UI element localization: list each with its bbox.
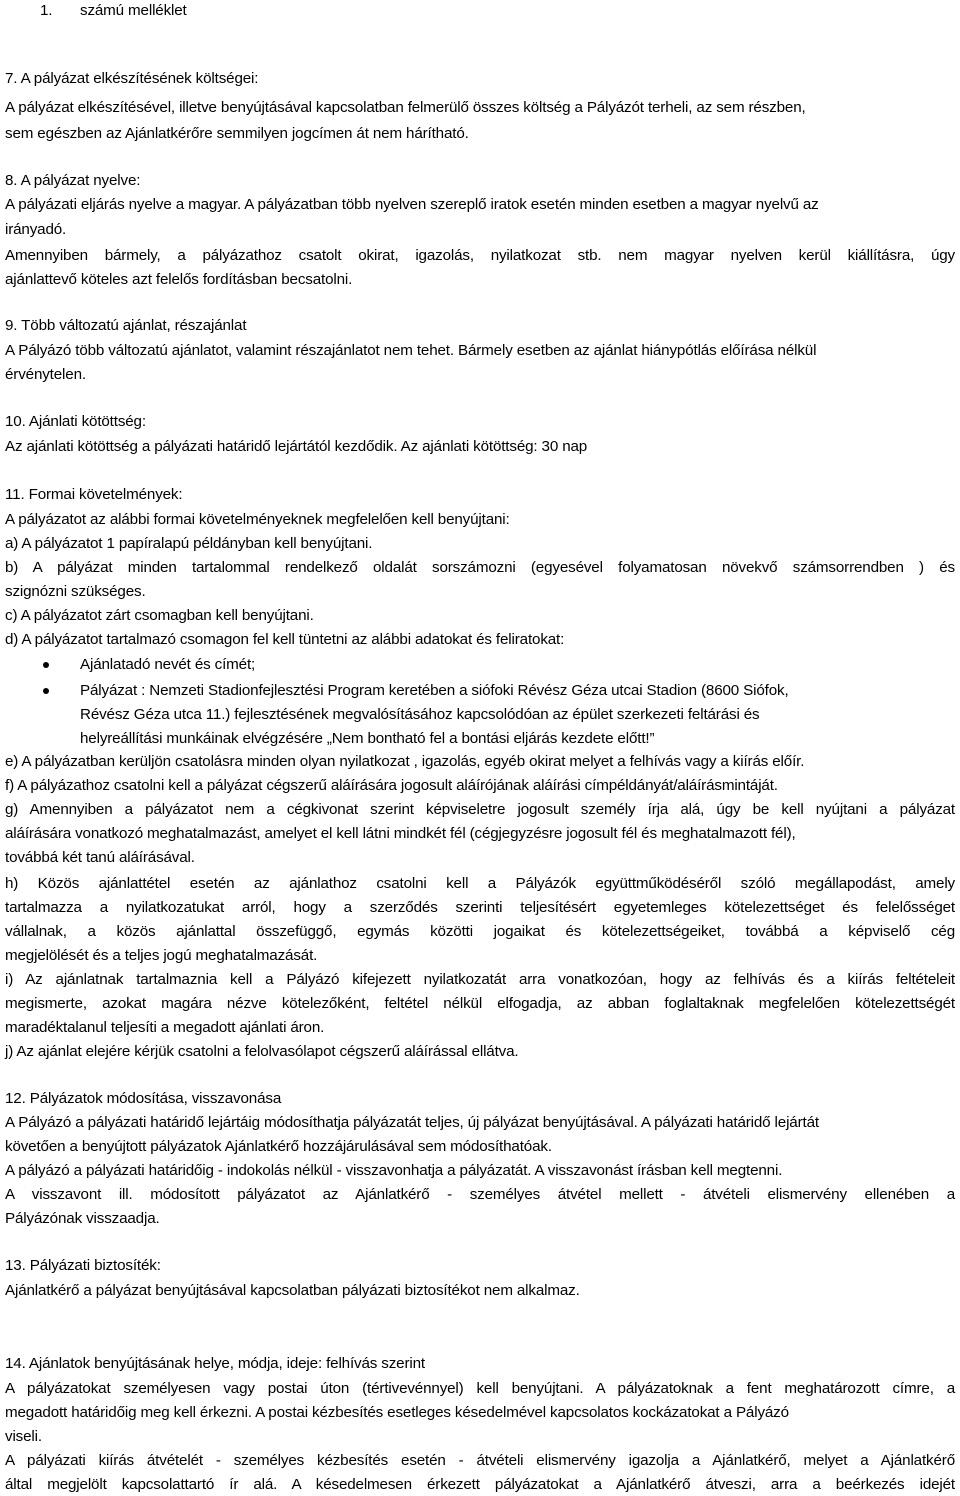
section-12-text: követően a benyújtott pályázatok Ajánlatkérő hozzájárulásával sem módosíthatóak. <box>5 1138 552 1155</box>
section-11-heading: 11. Formai követelmények: <box>5 486 183 503</box>
section-11-item-f: f) A pályázathoz csatolni kell a pályázat cégszerű aláírására jogosult aláírójának aláírási címpéldányát/aláírásmintáját. <box>5 777 778 794</box>
annex-number: 1. <box>40 2 53 19</box>
section-12-text: A Pályázó a pályázati határidő lejártáig módosíthatja pályázatát teljes, új pályázat benyújtásával. A pályázati határidő lejártát <box>5 1114 819 1131</box>
section-12-text: Pályázónak visszaadja. <box>5 1210 160 1227</box>
section-9-heading: 9. Több változatú ajánlat, részajánlat <box>5 317 247 334</box>
section-14-text: viseli. <box>5 1428 42 1445</box>
section-11-item-e: e) A pályázatban kerüljön csatolásra minden olyan nyilatkozat , igazolás, egyéb okirat melyet a felhívás vagy a kiírás előír. <box>5 753 805 770</box>
section-11-item-i: i) Az ajánlatnak tartalmaznia kell a Pályázó kifejezett nyilatkozatát arra vonatkozóan, hogy az felhívás és a kiírás feltételeit <box>5 971 955 988</box>
section-14-text: A pályázatokat személyesen vagy postai úton (tértivevénnyel) kell benyújtani. A pályázatoknak a fent meghatározott címre, a <box>5 1380 955 1397</box>
bullet-item: helyreállítási munkáinak elvégzésére „Nem bontható fel a bontási eljárás kezdete előtt!” <box>80 730 655 747</box>
section-14-heading: 14. Ajánlatok benyújtásának helye, módja, ideje: felhívás szerint <box>5 1355 425 1372</box>
section-12-text: A visszavont ill. módosított pályázatot az Ajánlatkérő - személyes átvétel mellett - átvételi elismervény ellenében a <box>5 1186 955 1203</box>
bullet-item: Révész Géza utca 11.) fejlesztésének megvalósításához kapcsolódóan az épület szerkezeti feltárási és <box>80 706 760 723</box>
section-8-text: Amennyiben bármely, a pályázathoz csatolt okirat, igazolás, nyilatkozat stb. nem magyar nyelven kerül kiállításra, úgy <box>5 247 955 264</box>
section-11-item-d: d) A pályázatot tartalmazó csomagon fel kell tüntetni az alábbi adatokat és feliratokat: <box>5 631 565 648</box>
section-8-heading: 8. A pályázat nyelve: <box>5 172 141 189</box>
section-11-item-g: aláírására vonatkozó meghatalmazást, amelyet el kell látni mindkét fél (cégjegyzésre jogosult fél és meghatalmazott fél), <box>5 825 796 842</box>
section-7-text: sem egészben az Ajánlatkérőre semmilyen jogcímen át nem hárítható. <box>5 125 469 142</box>
section-14-text: A pályázati kiírás átvételét - személyes kézbesítés esetén - átvételi elismervény igazolja a Ajánlatkérő, melyet a Ajánlatkérő <box>5 1452 955 1469</box>
section-8-text: ajánlattevő köteles azt felelős fordításban becsatolni. <box>5 271 353 288</box>
annex-title: számú melléklet <box>80 2 187 19</box>
section-9-text: A Pályázó több változatú ajánlatot, valamint részajánlatot nem tehet. Bármely esetben az ajánlat hiánypótlás előírása nélkül <box>5 342 817 359</box>
section-7-heading: 7. A pályázat elkészítésének költségei: <box>5 70 259 87</box>
section-14-text: által megjelölt kapcsolattartó ír alá. A késedelmesen érkezett pályázatokat a Ajánlatkérő átveszi, arra a beérkezés idejét <box>5 1476 955 1493</box>
bullet-icon <box>43 688 49 694</box>
bullet-item: Ajánlatadó nevét és címét; <box>80 656 256 673</box>
bullet-item: Pályázat : Nemzeti Stadionfejlesztési Program keretében a siófoki Révész Géza utcai Stadion (8600 Siófok, <box>80 682 789 699</box>
section-8-text: A pályázati eljárás nyelve a magyar. A pályázatban több nyelven szereplő iratok esetén minden esetben a magyar nyelvű az <box>5 196 819 213</box>
section-11-item-h: h) Közös ajánlattétel esetén az ajánlathoz csatolni kell a Pályázók együttműködéséről szóló megállapodást, amely <box>5 875 955 892</box>
bullet-icon <box>43 662 49 668</box>
section-11-item-b: b) A pályázat minden tartalommal rendelkező oldalát sorszámozni (egyesével folyamatosan növekvő számsorrendben ) és <box>5 559 955 576</box>
section-11-item-i: megismerte, azokat magára nézve kötelezőként, feltétel nélkül elfogadja, az abban foglaltaknak megfelelően kötelezettségét <box>5 995 955 1012</box>
section-11-item-g: továbbá két tanú aláírásával. <box>5 849 195 866</box>
section-11-item-h: vállalnak, a közös ajánlattal összefüggő, egymás közötti jogaikat és kötelezettségeiket, továbbá a képviselő cég <box>5 923 955 940</box>
section-11-item-g: g) Amennyiben a pályázatot nem a cégkivonat szerint képviseletre jogosult személy írja alá, úgy be kell nyújtani a pályázat <box>5 801 955 818</box>
section-11-item-j: j) Az ajánlat elejére kérjük csatolni a felolvasólapot cégszerű aláírással ellátva. <box>5 1043 519 1060</box>
section-9-text: érvénytelen. <box>5 366 86 383</box>
section-11-item-h: tartalmazza a nyilatkozatukat arról, hogy a szerződés szerinti teljesítésért egyetemleges kötelezettséget és felelősséget <box>5 899 955 916</box>
section-7-text: A pályázat elkészítésével, illetve benyújtásával kapcsolatban felmerülő összes költség a Pályázót terheli, az sem részben, <box>5 99 806 116</box>
section-8-text: irányadó. <box>5 221 67 238</box>
section-12-heading: 12. Pályázatok módosítása, visszavonása <box>5 1090 282 1107</box>
section-13-text: Ajánlatkérő a pályázat benyújtásával kapcsolatban pályázati biztosítékot nem alkalmaz. <box>5 1282 580 1299</box>
section-11-text: A pályázatot az alábbi formai követelményeknek megfelelően kell benyújtani: <box>5 511 510 528</box>
section-10-text: Az ajánlati kötöttség a pályázati határidő lejártától kezdődik. Az ajánlati kötöttség: 30 nap <box>5 438 588 455</box>
section-13-heading: 13. Pályázati biztosíték: <box>5 1257 161 1274</box>
section-14-text: megadott határidőig meg kell érkezni. A postai kézbesítés esetleges késedelmével kapcsolatos kockázatokat a Pályázó <box>5 1404 789 1421</box>
section-10-heading: 10. Ajánlati kötöttség: <box>5 413 146 430</box>
section-11-item-h: megjelölését és a teljes jogú meghatalmazását. <box>5 947 318 964</box>
section-11-item-a: a) A pályázatot 1 papíralapú példányban kell benyújtani. <box>5 535 373 552</box>
section-11-item-c: c) A pályázatot zárt csomagban kell benyújtani. <box>5 607 314 624</box>
section-11-item-b: szignózni szükséges. <box>5 583 146 600</box>
section-12-text: A pályázó a pályázati határidőig - indokolás nélkül - visszavonhatja a pályázatát. A visszavonást írásban kell megtenni. <box>5 1162 783 1179</box>
section-11-item-i: maradéktalanul teljesíti a megadott ajánlati áron. <box>5 1019 325 1036</box>
